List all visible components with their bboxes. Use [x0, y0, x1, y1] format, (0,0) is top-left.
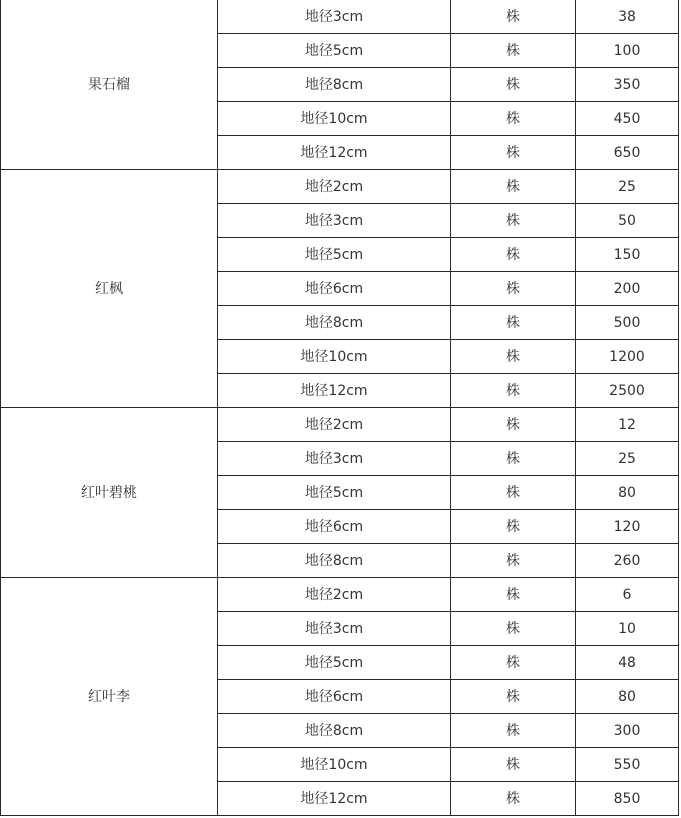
spec-cell: 地径5cm [218, 646, 451, 680]
unit-cell: 株 [451, 442, 576, 476]
price-cell: 120 [576, 510, 679, 544]
unit-cell: 株 [451, 646, 576, 680]
unit-cell: 株 [451, 782, 576, 816]
unit-cell: 株 [451, 714, 576, 748]
unit-cell: 株 [451, 612, 576, 646]
unit-cell: 株 [451, 204, 576, 238]
price-cell: 25 [576, 170, 679, 204]
spec-cell: 地径8cm [218, 714, 451, 748]
unit-cell: 株 [451, 578, 576, 612]
unit-cell: 株 [451, 340, 576, 374]
spec-cell: 地径12cm [218, 374, 451, 408]
table-row [1, 0, 679, 34]
spec-cell: 地径2cm [218, 578, 451, 612]
price-cell: 150 [576, 238, 679, 272]
plant-name-cell: 红叶李 [1, 578, 218, 816]
price-cell: 450 [576, 102, 679, 136]
unit-cell: 株 [451, 510, 576, 544]
price-cell: 550 [576, 748, 679, 782]
unit-cell: 株 [451, 238, 576, 272]
spec-cell: 地径10cm [218, 748, 451, 782]
spec-cell: 地径8cm [218, 544, 451, 578]
unit-cell: 株 [451, 680, 576, 714]
spec-cell: 地径2cm [218, 408, 451, 442]
price-cell: 200 [576, 272, 679, 306]
price-cell: 80 [576, 680, 679, 714]
spec-cell: 地径10cm [218, 102, 451, 136]
price-cell: 850 [576, 782, 679, 816]
price-cell: 25 [576, 442, 679, 476]
spec-cell: 地径2cm [218, 170, 451, 204]
price-cell: 12 [576, 408, 679, 442]
price-cell: 80 [576, 476, 679, 510]
spec-cell: 地径3cm [218, 0, 451, 34]
spec-cell: 地径5cm [218, 34, 451, 68]
plant-name-cell: 果石榴 [1, 0, 218, 170]
unit-cell: 株 [451, 272, 576, 306]
unit-cell: 株 [451, 102, 576, 136]
unit-cell: 株 [451, 748, 576, 782]
spec-cell: 地径6cm [218, 272, 451, 306]
spec-cell: 地径6cm [218, 680, 451, 714]
price-cell: 6 [576, 578, 679, 612]
unit-cell: 株 [451, 476, 576, 510]
price-cell: 38 [576, 0, 679, 34]
unit-cell: 株 [451, 544, 576, 578]
table-row [1, 578, 679, 612]
spec-cell: 地径12cm [218, 136, 451, 170]
price-cell: 100 [576, 34, 679, 68]
unit-cell: 株 [451, 170, 576, 204]
price-cell: 260 [576, 544, 679, 578]
plant-name-cell: 红枫 [1, 170, 218, 408]
unit-cell: 株 [451, 374, 576, 408]
spec-cell: 地径8cm [218, 306, 451, 340]
unit-cell: 株 [451, 34, 576, 68]
price-cell: 350 [576, 68, 679, 102]
spec-cell: 地径5cm [218, 238, 451, 272]
unit-cell: 株 [451, 306, 576, 340]
price-cell: 50 [576, 204, 679, 238]
spec-cell: 地径6cm [218, 510, 451, 544]
table-row [1, 408, 679, 442]
price-cell: 48 [576, 646, 679, 680]
price-cell: 1200 [576, 340, 679, 374]
spec-cell: 地径10cm [218, 340, 451, 374]
unit-cell: 株 [451, 408, 576, 442]
spec-cell: 地径3cm [218, 204, 451, 238]
unit-cell: 株 [451, 136, 576, 170]
spec-cell: 地径12cm [218, 782, 451, 816]
spec-cell: 地径3cm [218, 442, 451, 476]
spec-cell: 地径3cm [218, 612, 451, 646]
table-row [1, 170, 679, 204]
unit-cell: 株 [451, 0, 576, 34]
spec-cell: 地径5cm [218, 476, 451, 510]
price-cell: 10 [576, 612, 679, 646]
price-table-body [1, 0, 679, 816]
unit-cell: 株 [451, 68, 576, 102]
spec-cell: 地径8cm [218, 68, 451, 102]
price-cell: 300 [576, 714, 679, 748]
price-cell: 2500 [576, 374, 679, 408]
price-cell: 500 [576, 306, 679, 340]
plant-name-cell: 红叶碧桃 [1, 408, 218, 578]
price-cell: 650 [576, 136, 679, 170]
